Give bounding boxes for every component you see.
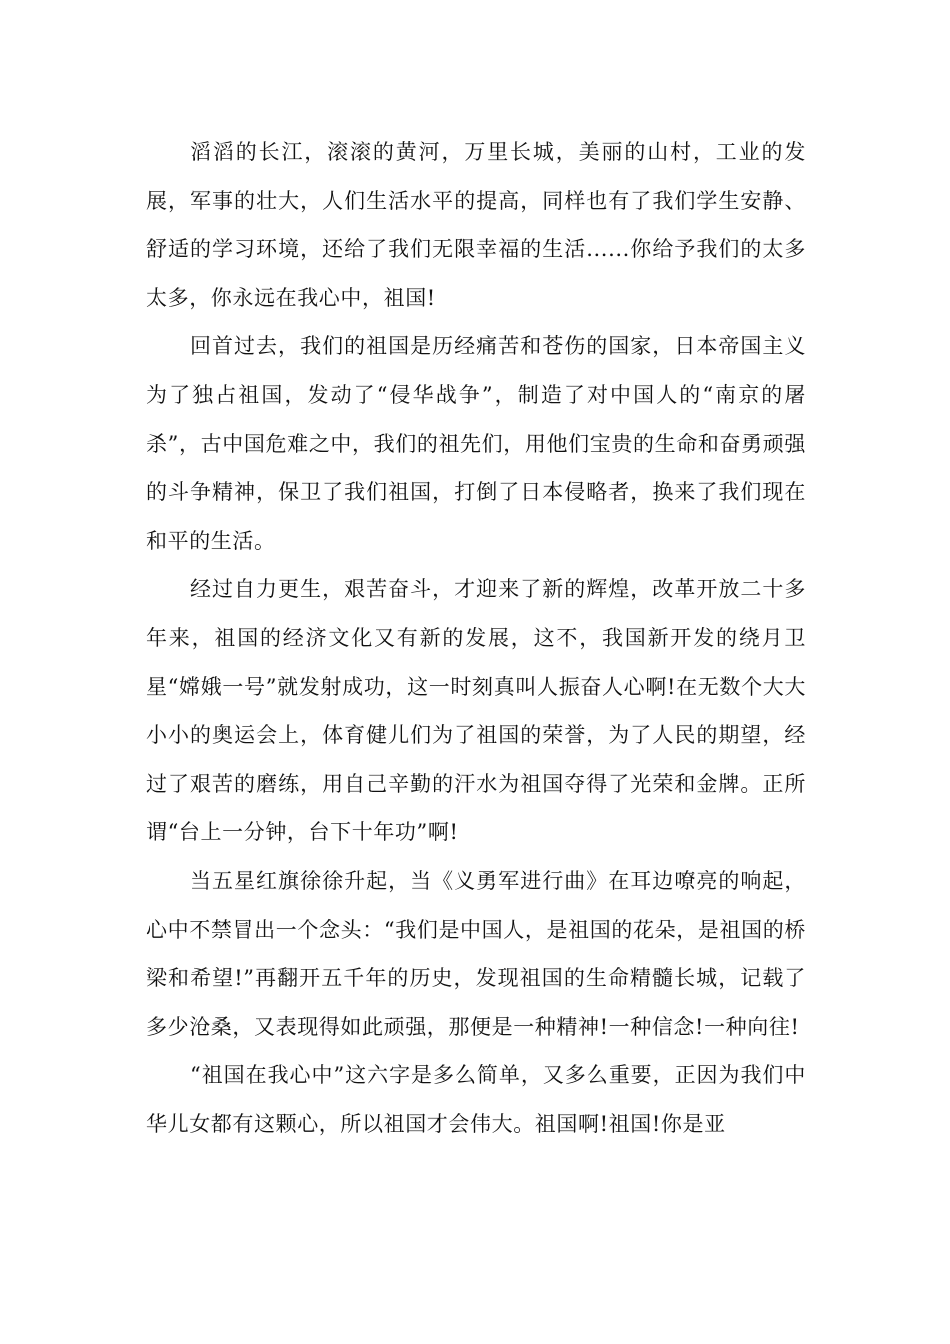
paragraph-2: 回首过去，我们的祖国是历经痛苦和苍伤的国家，日本帝国主义为了独占祖国，发动了“侵华战争”，制造了对中国人的“南京的屠杀”，古中国危难之中，我们的祖先们，用他们宝贵的生命和奋勇顽强的斗争精神，保卫了我们祖国，打倒了日本侵略者，换来了我们现在和平的生活。 [146,334,806,553]
paragraph-5: “祖国在我心中”这六字是多么简单，又多么重要，正因为我们中华儿女都有这颗心，所以祖国才会伟大。祖国啊!祖国!你是亚 [146,1063,806,1136]
paragraph-3: 经过自力更生，艰苦奋斗，才迎来了新的辉煌，改革开放二十多年来，祖国的经济文化又有新的发展，这不，我国新开发的绕月卫星“嫦娥一号”就发射成功，这一时刻真叫人振奋人心啊!在无数个大大小小的奥运会上，体育健儿们为了祖国的荣誉，为了人民的期望，经过了艰苦的磨练，用自己辛勤的汗水为祖国夺得了光荣和金牌。正所谓“台上一分钟，台下十年功”啊! [146,577,806,845]
paragraph-1: 滔滔的长江，滚滚的黄河，万里长城，美丽的山村，工业的发展，军事的壮大，人们生活水平的提高，同样也有了我们学生安静、舒适的学习环境，还给了我们无限幸福的生活......你给予我们的太多太多，你永远在我心中，祖国! [146,140,806,310]
paragraph-4: 当五星红旗徐徐升起，当《义勇军进行曲》在耳边嘹亮的响起，心中不禁冒出一个念头：“我们是中国人，是祖国的花朵，是祖国的桥梁和希望!”再翻开五千年的历史，发现祖国的生命精髓长城，记载了多少沧桑，又表现得如此顽强，那便是一种精神!一种信念!一种向往! [146,868,806,1039]
essay-body [146,128,806,1148]
